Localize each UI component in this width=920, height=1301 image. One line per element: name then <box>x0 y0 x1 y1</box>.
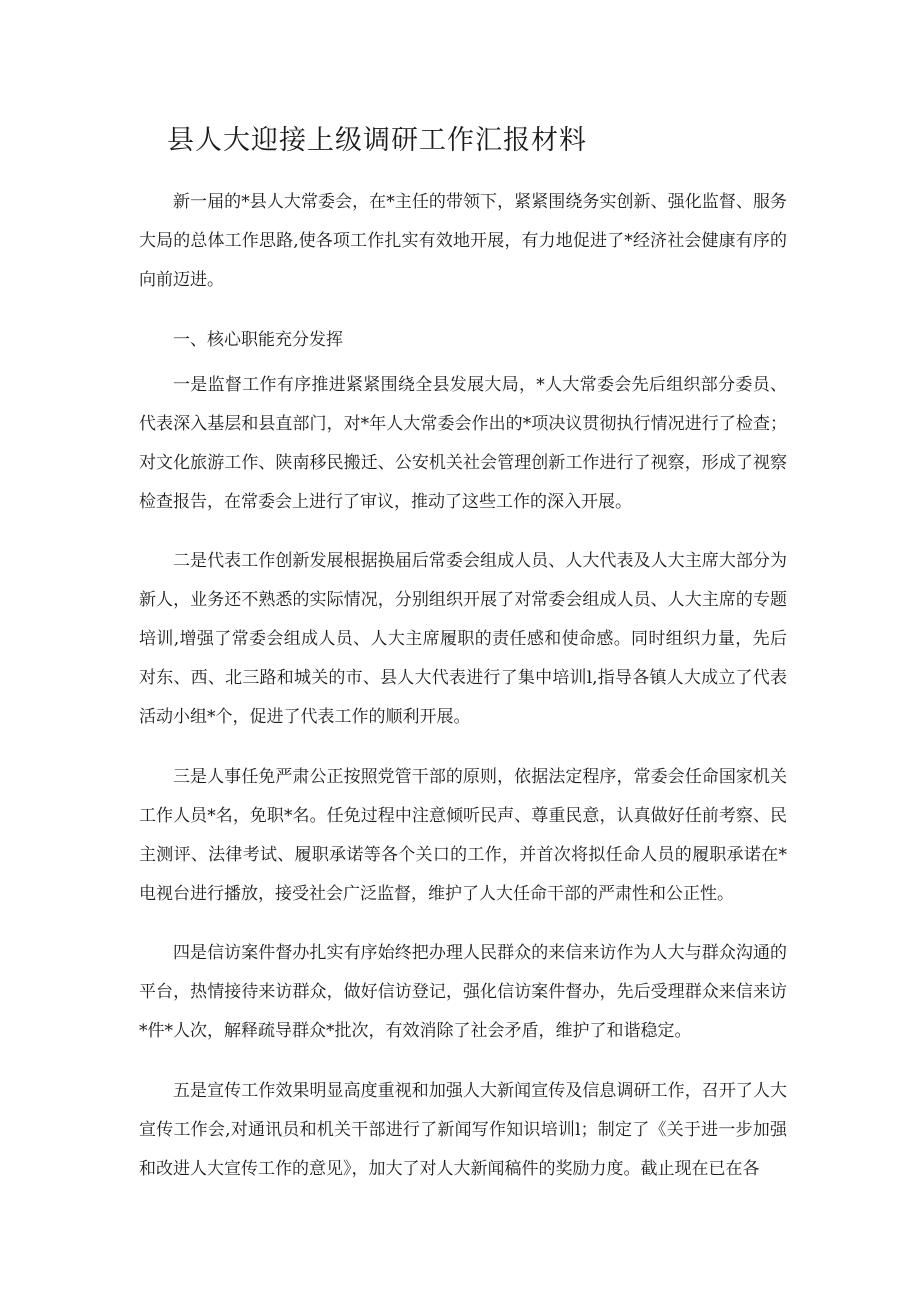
paragraph-publicity: 五是宣传工作效果明显高度重视和加强人大新闻宣传及信息调研工作，召开了人大宣传工作会,对通讯员和机关干部进行了新闻写作知识培训l；制定了《关于进一步加强和改进人大宣传工作的意见》，加大了对人大新闻稿件的奖励力度。截止现在已在各 <box>139 1081 787 1179</box>
paragraph-supervision: 一是监督工作有序推进紧紧围绕全县发展大局，*人大常委会先后组织部分委员、代表深入基层和县直部门，对*年人大常委会作出的*项决议贯彻执行情况进行了检查；对文化旅游工作、陕南移民搬迁、公安机关社会管理创新工作进行了视察，形成了视察检查报告，在常委会上进行了审议，推动了这些工作的深入开展。 <box>139 375 787 512</box>
paragraph-personnel: 三是人事任免严肃公正按照党管干部的原则，依据法定程序，常委会任命国家机关工作人员*名，免职*名。任免过程中注意倾听民声、尊重民意，认真做好任前考察、民主测评、法律考试、履职承诺等各个关口的工作，并首次将拟任命人员的履职承诺在*电视台进行播放，接受社会广泛监督，维护了人大任命干部的严肃性和公正性。 <box>139 767 787 904</box>
section-heading: 一、核心职能充分发挥 <box>173 330 343 350</box>
paragraph-petitions: 四是信访案件督办扎实有序始终把办理人民群众的来信来访作为人大与群众沟通的平台，热情接待来访群众，做好信访登记，强化信访案件督办，先后受理群众来信来访*件*人次，解释疏导群众*批次，有效消除了社会矛盾，维护了和谐稳定。 <box>139 943 787 1041</box>
paragraph-representatives: 二是代表工作创新发展根据换届后常委会组成人员、人大代表及人大主席大部分为新人，业务还不熟悉的实际情况，分别组织开展了对常委会组成人员、人大主席的专题培训,增强了常委会组成人员、人大主席履职的责任感和使命感。同时组织力量，先后对东、西、北三路和城关的市、县人大代表进行了集中培训l,指导各镇人大成立了代表活动小组*个，促进了代表工作的顺利开展。 <box>139 551 787 727</box>
intro-paragraph: 新一届的*县人大常委会，在*主任的带领下，紧紧围绕务实创新、强化监督、服务大局的总体工作思路,使各项工作扎实有效地开展，有力地促进了*经济社会健康有序的向前迈进。 <box>139 192 787 290</box>
document-title: 县人大迎接上级调研工作汇报材料 <box>167 125 587 156</box>
